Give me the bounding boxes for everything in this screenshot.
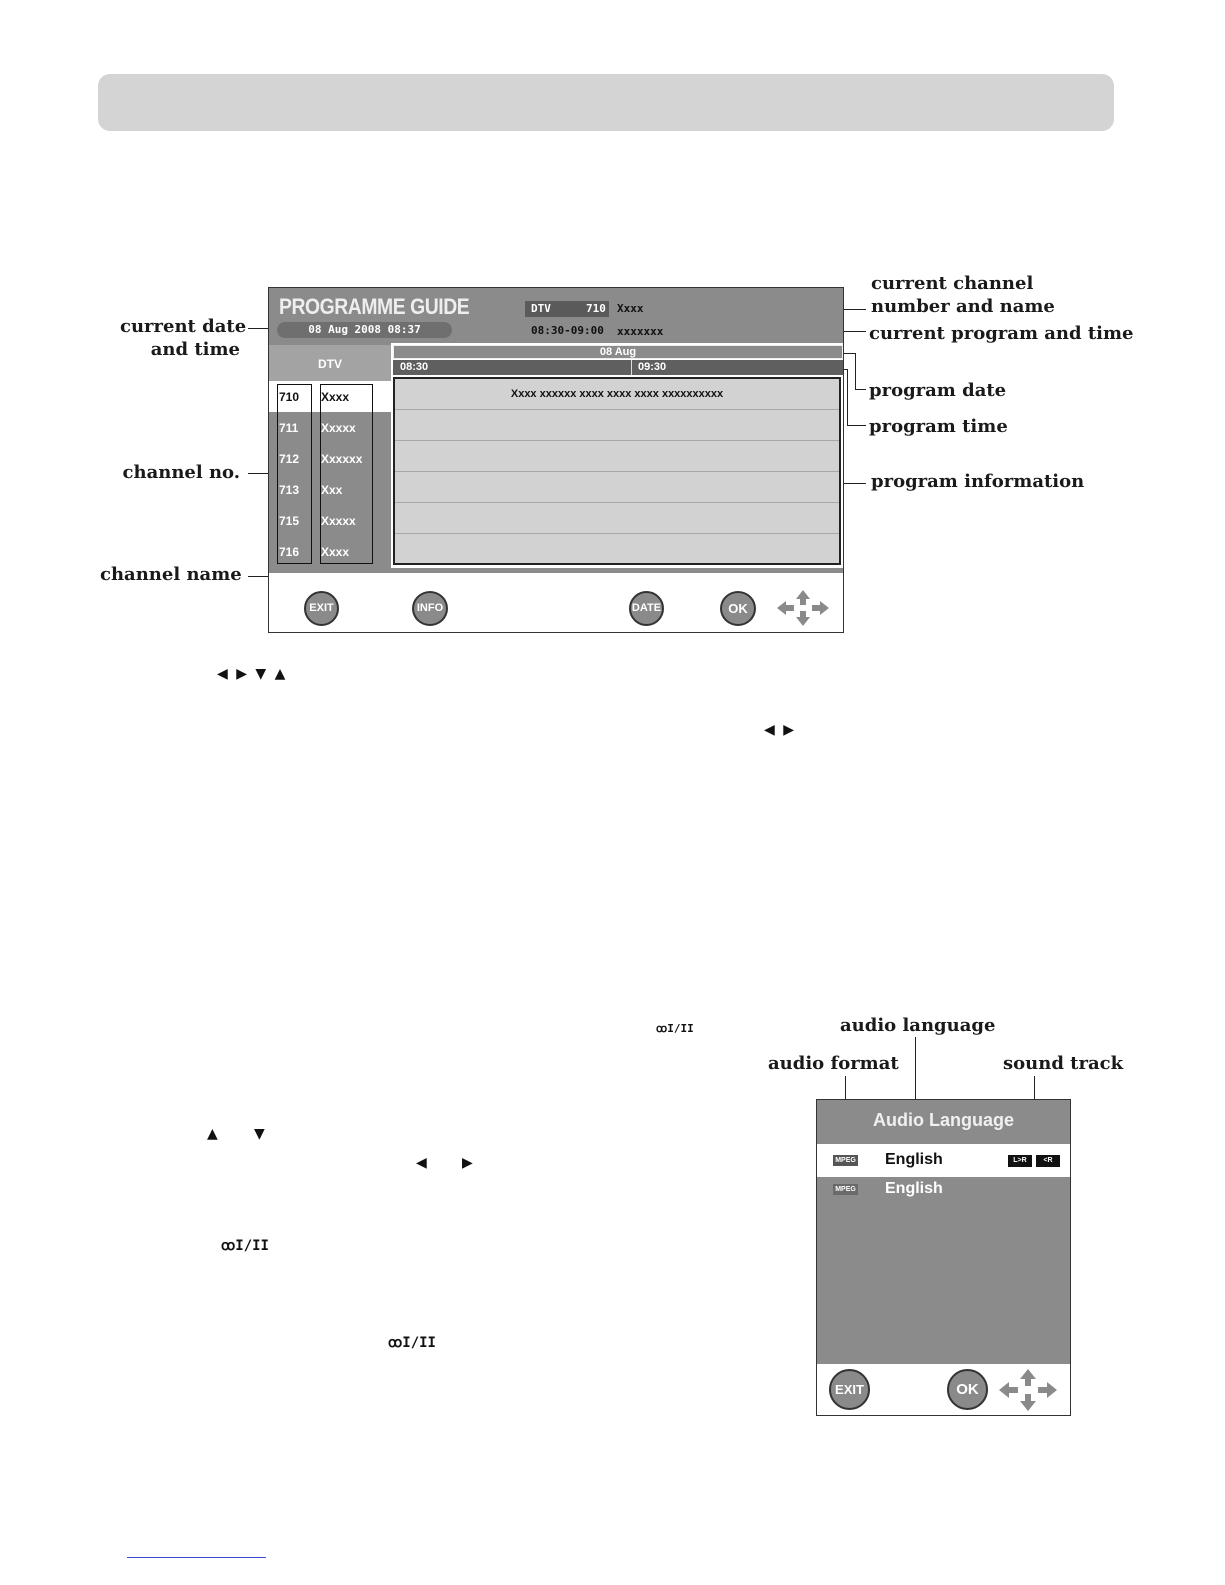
callout-program-time: program time [869, 416, 1008, 437]
callout-text: current date [120, 316, 247, 337]
sap-label: I/II [667, 1022, 694, 1035]
channel-number: 710 [279, 390, 300, 404]
navigation-arrows-symbol: ◀ ▶ ▼ ▲ [217, 666, 288, 682]
program-grid [393, 377, 841, 565]
callout-audio-format: audio format [768, 1053, 899, 1074]
guide-title: PROGRAMME GUIDE [279, 294, 470, 319]
guide-divider [269, 568, 843, 573]
time-slot: 09:30 [631, 360, 666, 375]
callout-current-program: current program and time [869, 323, 1134, 344]
channel-name: Xxxxxx [321, 452, 363, 466]
callout-channel-no: channel no. [122, 462, 240, 483]
dual-circle-icon: ꝏ [388, 1335, 403, 1351]
channel-name: Xxxxx [321, 514, 356, 528]
exit-button[interactable]: EXIT [829, 1369, 870, 1410]
channel-number: 713 [279, 483, 300, 497]
current-datetime: 08 Aug 2008 08:37 [277, 322, 452, 338]
guide-header [269, 288, 843, 343]
program-cell[interactable] [395, 472, 839, 503]
ok-button[interactable]: OK [720, 591, 756, 626]
leader-line [847, 369, 848, 425]
four-way-arrows-icon[interactable] [997, 1367, 1059, 1413]
callout-program-information: program information [871, 471, 1085, 492]
audio-language-screen [816, 1099, 1071, 1416]
program-cell[interactable] [395, 379, 839, 410]
info-button[interactable]: INFO [412, 591, 448, 626]
left-right-arrows-symbol: ◀ ▶ [764, 722, 796, 738]
current-channel-box [525, 301, 609, 317]
column-header: DTV [269, 345, 391, 381]
audio-language-label: English [885, 1180, 943, 1197]
four-way-arrows-icon[interactable] [775, 588, 831, 628]
callout-audio-language: audio language [840, 1015, 996, 1036]
right-arrow-symbol: ▶ [462, 1155, 473, 1171]
callout-current-date [120, 315, 247, 361]
channel-name: Xxxxx [321, 421, 356, 435]
audio-language-title: Audio Language [873, 1110, 1014, 1130]
audio-track-row[interactable] [817, 1173, 1070, 1206]
footer-rule [127, 1557, 266, 1558]
channel-number: 712 [279, 452, 300, 466]
sap-button-symbol [656, 1022, 694, 1035]
sound-right-icon: <R [1036, 1155, 1060, 1167]
leader-line [841, 483, 866, 484]
channel-name: Xxxx [321, 390, 350, 404]
sap-label: I/II [235, 1238, 269, 1254]
leader-line [847, 425, 866, 426]
callout-sound-track: sound track [1003, 1053, 1124, 1074]
time-slot: 08:30 [400, 361, 429, 373]
audio-language-label: English [885, 1151, 943, 1168]
channel-number: 716 [279, 545, 300, 559]
callout-channel-name: channel name [100, 564, 242, 585]
stereo-left-right-icon: L>R [1008, 1155, 1032, 1167]
audio-format-badge: MPEG [833, 1155, 858, 1166]
program-cell[interactable] [395, 410, 839, 441]
channel-number: 710 [586, 302, 606, 315]
audio-format-badge: MPEG [833, 1184, 858, 1195]
program-cell[interactable] [395, 534, 839, 565]
current-channel-name: Xxxx [617, 302, 644, 315]
channel-number: 711 [279, 421, 299, 435]
channel-number: 715 [279, 514, 300, 528]
date-button[interactable]: DATE [629, 591, 664, 626]
programme-guide-screen [268, 287, 844, 633]
sap-button-symbol [221, 1238, 269, 1254]
program-date-bar: 08 Aug [393, 345, 843, 359]
header-banner [98, 74, 1114, 131]
callout-text: current channel [871, 273, 1034, 294]
dual-circle-icon: ꝏ [221, 1238, 236, 1254]
callout-program-date: program date [869, 380, 1007, 401]
program-info-text: Xxxx xxxxxx xxxx xxxx xxxx xxxxxxxxxx [510, 388, 724, 400]
up-arrow-symbol: ▲ [207, 1126, 218, 1142]
program-cell[interactable] [395, 503, 839, 534]
sap-button-symbol [388, 1335, 436, 1351]
down-arrow-symbol: ▼ [254, 1126, 265, 1142]
channel-name: Xxxx [321, 545, 350, 559]
program-time-bar [393, 360, 843, 375]
dual-circle-icon: ꝏ [656, 1022, 668, 1035]
current-program-name: xxxxxxx [617, 325, 664, 338]
current-program-time: 08:30-09:00 [531, 324, 604, 337]
ok-button[interactable]: OK [947, 1369, 988, 1410]
callout-text: and time [150, 339, 240, 360]
left-arrow-symbol: ◀ [416, 1155, 427, 1171]
exit-button[interactable]: EXIT [304, 591, 339, 626]
channel-name-column-box [320, 384, 373, 564]
channel-no-column-box [277, 384, 312, 564]
callout-text: number and name [871, 296, 1055, 317]
sap-label: I/II [402, 1335, 436, 1351]
leader-line [855, 353, 856, 389]
callout-current-channel [871, 272, 1055, 318]
channel-name: Xxx [321, 483, 343, 497]
leader-line [843, 353, 855, 354]
source-label: DTV [531, 302, 551, 315]
program-cell[interactable] [395, 441, 839, 472]
leader-line [855, 389, 866, 390]
audio-button-bar [817, 1364, 1070, 1415]
